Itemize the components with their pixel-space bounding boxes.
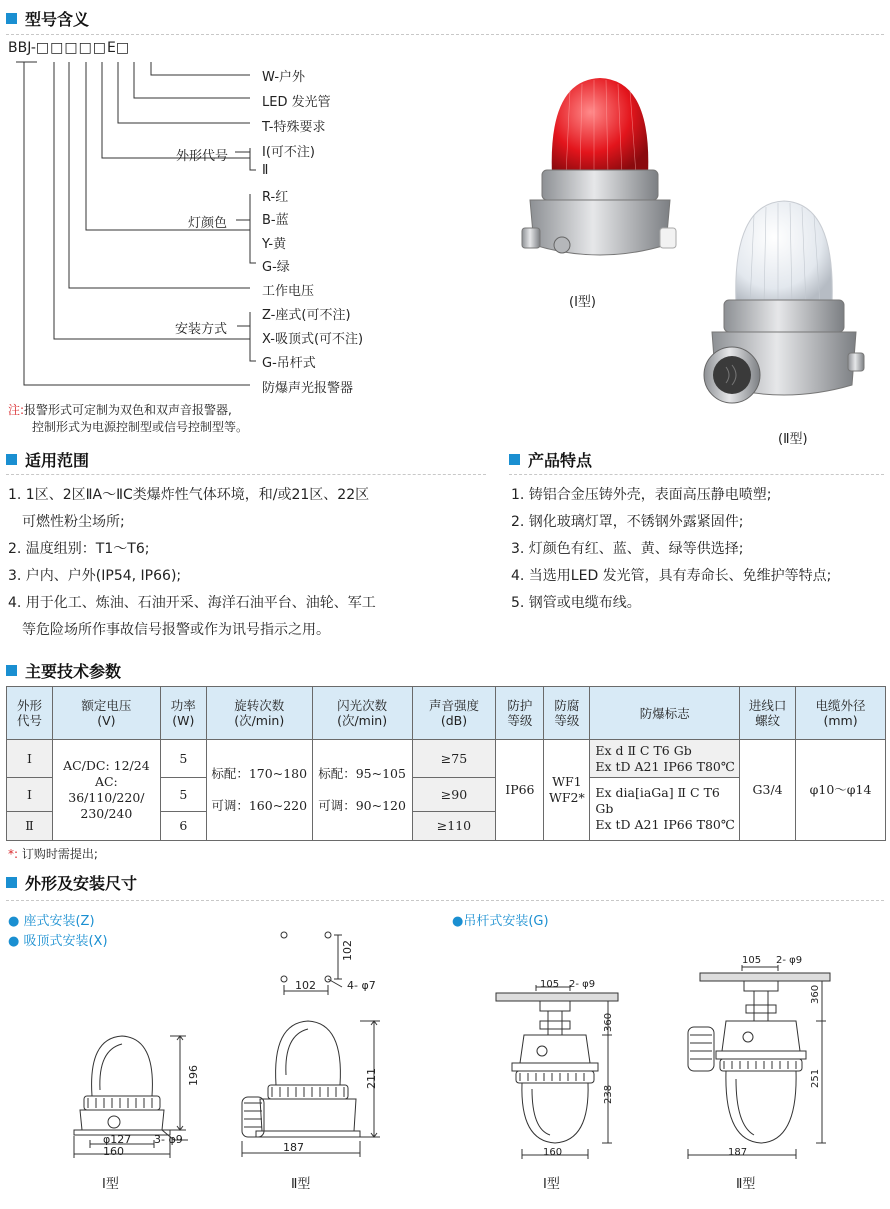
- section-title: 适用范围: [25, 450, 90, 470]
- photo-caption-type1: (Ⅰ型): [569, 295, 596, 310]
- dim-238: 238: [603, 1084, 614, 1104]
- model-box: □: [115, 40, 130, 56]
- note-line-2: 控制形式为电源控制型或信号控制型等。: [32, 420, 249, 434]
- drawing-type2-seat: [230, 925, 400, 1165]
- dim-160: 160: [103, 1145, 124, 1158]
- section-title: 产品特点: [528, 450, 593, 470]
- header-corrosion: 防腐 等级: [544, 687, 590, 740]
- scope-item: 3. 户内、户外(IP54, IP66);: [8, 568, 182, 584]
- label-color-y: Y-黄: [262, 237, 287, 252]
- cell-cable: φ10～φ14: [796, 740, 886, 841]
- section-title: 型号含义: [25, 9, 90, 29]
- drawing-caption-type2: Ⅱ型: [291, 1177, 311, 1192]
- cell-flash: 标配：95~105 可调：90~120: [312, 740, 412, 841]
- section-title: 主要技术参数: [25, 661, 122, 681]
- cell-ex-b: Ex dia[iaGa] Ⅱ C T6 Gb Ex tD A21 IP66 T80℃: [590, 778, 740, 841]
- header-rotation: 旋转次数 (次/min): [206, 687, 312, 740]
- header-voltage: 额定电压 (V): [52, 687, 160, 740]
- header-flash: 闪光次数 (次/min): [312, 687, 412, 740]
- dim-2phi9-type2: 2- φ9: [776, 955, 803, 966]
- label-shape-2: Ⅱ: [262, 163, 269, 178]
- section-features: [509, 447, 592, 471]
- scope-list: [8, 482, 376, 644]
- model-e: E: [107, 40, 116, 56]
- drawing-type1-seat: [70, 1030, 200, 1170]
- section-marker: [6, 454, 17, 465]
- header-thread: 进线口 螺纹: [740, 687, 796, 740]
- dim-187: 187: [283, 1141, 304, 1154]
- note-text: 订购时需提出;: [21, 847, 98, 861]
- section-marker: [6, 877, 17, 888]
- cell-power: 6: [160, 812, 206, 841]
- section-scope: [6, 447, 89, 471]
- label-mount-g: G-吊杆式: [262, 356, 316, 371]
- header-sound: 声音强度 (dB): [412, 687, 496, 740]
- scope-item: 2. 温度组别：T1～T6;: [8, 541, 150, 557]
- dim-211: 211: [365, 1068, 378, 1089]
- feature-item: 3. 灯颜色有红、蓝、黄、绿等供选择;: [511, 541, 744, 557]
- feature-item: 4. 当选用LED 发光管，具有寿命长、免维护等特点;: [511, 568, 832, 584]
- label-shape-1: Ⅰ(可不注): [262, 145, 315, 160]
- model-prefix: BBJ-: [8, 40, 36, 56]
- divider: [6, 474, 486, 475]
- lamp-type1-photo: [520, 70, 680, 280]
- cell-sound: ≥110: [412, 812, 496, 841]
- label-mount-z: Z-座式(可不注): [262, 308, 351, 323]
- table-note: [8, 845, 98, 862]
- feature-item: 5. 钢管或电缆布线。: [511, 595, 641, 611]
- cell-thread: G3/4: [740, 740, 796, 841]
- divider: [6, 34, 884, 35]
- cell-rotation: 标配：170~180 可调：160~220: [206, 740, 312, 841]
- section-marker: [509, 454, 520, 465]
- label-product: 防爆声光报警器: [262, 381, 354, 396]
- label-voltage: 工作电压: [262, 284, 315, 299]
- label-color-b: B-蓝: [262, 213, 289, 228]
- drawing-type2-pole: [680, 965, 850, 1165]
- section-marker: [6, 13, 17, 24]
- table-header-row: [7, 687, 886, 740]
- divider: [6, 900, 884, 901]
- dim-360-type1: 360: [603, 1012, 614, 1032]
- lamp-type2-photo: [698, 195, 868, 415]
- ceiling-mount-label: ● 吸顶式安装(X): [8, 934, 108, 949]
- cell-power: 5: [160, 740, 206, 778]
- section-title: 外形及安装尺寸: [25, 873, 138, 893]
- divider: [509, 474, 884, 475]
- cell-ex-a: Ex d Ⅱ C T6 Gb Ex tD A21 IP66 T80℃: [590, 740, 740, 778]
- section-marker: [6, 665, 17, 676]
- cell-voltage: AC/DC: 12/24 AC: 36/110/220/ 230/240: [52, 740, 160, 841]
- spec-table: [6, 686, 886, 841]
- cell-power: 5: [160, 778, 206, 812]
- dim-102-horizontal: 102: [295, 979, 316, 992]
- scope-item: 1. 1区、2区ⅡA～ⅡC类爆炸性气体环境，和/或21区、22区: [8, 487, 370, 503]
- cell-shape: Ⅱ: [7, 812, 53, 841]
- label-color-title: 灯颜色: [188, 216, 228, 231]
- section-dims: [6, 870, 137, 894]
- header-ex: 防爆标志: [590, 687, 740, 740]
- feature-item: 1. 铸铝合金压铸外壳，表面高压静电喷塑;: [511, 487, 772, 503]
- cell-sound: ≥75: [412, 740, 496, 778]
- dim-phi127: φ127: [103, 1133, 132, 1146]
- drawing-caption-type1: Ⅰ型: [102, 1177, 119, 1192]
- note-label: 注:: [8, 403, 25, 417]
- header-shape: 外形 代号: [7, 687, 53, 740]
- label-color-r: R-红: [262, 190, 289, 205]
- drawing-caption-pole-type1: Ⅰ型: [543, 1177, 560, 1192]
- scope-item: 4. 用于化工、炼油、石油开采、海洋石油平台、油轮、军工: [8, 595, 376, 611]
- model-boxes: □□□□□: [35, 40, 108, 56]
- feature-item: 2. 钢化玻璃灯罩，不锈钢外露紧固件;: [511, 514, 744, 530]
- dim-105-type1: 105: [540, 979, 560, 990]
- dim-187-type2: 187: [728, 1147, 748, 1158]
- dim-102-vertical: 102: [341, 940, 354, 961]
- header-ip: 防护 等级: [496, 687, 544, 740]
- label-t: T-特殊要求: [262, 120, 326, 135]
- table-row: [7, 740, 886, 778]
- cell-shape: Ⅰ: [7, 778, 53, 812]
- dim-160-type1: 160: [543, 1147, 563, 1158]
- dim-105-type2: 105: [742, 955, 762, 966]
- seat-mount-label: ● 座式安装(Z): [8, 914, 95, 929]
- cell-corrosion: WF1 WF2*: [544, 740, 590, 841]
- label-led: LED 发光管: [262, 95, 331, 110]
- label-w: W-户外: [262, 70, 306, 85]
- header-cable: 电缆外径 (mm): [796, 687, 886, 740]
- dim-251: 251: [810, 1068, 821, 1088]
- scope-item-continued: 可燃性粉尘场所;: [22, 514, 125, 530]
- scope-item-continued: 等危险场所作事故信号报警或作为讯号指示之用。: [22, 622, 330, 638]
- dim-3phi9: 3- φ9: [154, 1133, 183, 1146]
- header-power: 功率 (W): [160, 687, 206, 740]
- dim-2phi9-type1: 2- φ9: [569, 979, 596, 990]
- cell-ip: IP66: [496, 740, 544, 841]
- label-mount-x: X-吸顶式(可不注): [262, 332, 364, 347]
- cell-shape: Ⅰ: [7, 740, 53, 778]
- drawing-caption-pole-type2: Ⅱ型: [736, 1177, 756, 1192]
- cell-sound: ≥90: [412, 778, 496, 812]
- pole-mount-label: ●吊杆式安装(G): [452, 914, 549, 929]
- model-note: [8, 402, 248, 436]
- note-line-1: 报警形式可定制为双色和双声音报警器,: [24, 403, 232, 417]
- section-params: [6, 658, 121, 682]
- dim-360-type2: 360: [810, 984, 821, 1004]
- label-color-g: G-绿: [262, 260, 290, 275]
- dim-4phi7: 4- φ7: [347, 979, 376, 992]
- label-mount-title: 安装方式: [175, 322, 228, 337]
- section-model: [6, 6, 89, 30]
- features-list: [511, 482, 831, 617]
- label-shape-title: 外形代号: [176, 149, 229, 164]
- note-mark: *:: [8, 847, 19, 861]
- dim-196: 196: [187, 1065, 200, 1086]
- photo-caption-type2: (Ⅱ型): [778, 432, 808, 447]
